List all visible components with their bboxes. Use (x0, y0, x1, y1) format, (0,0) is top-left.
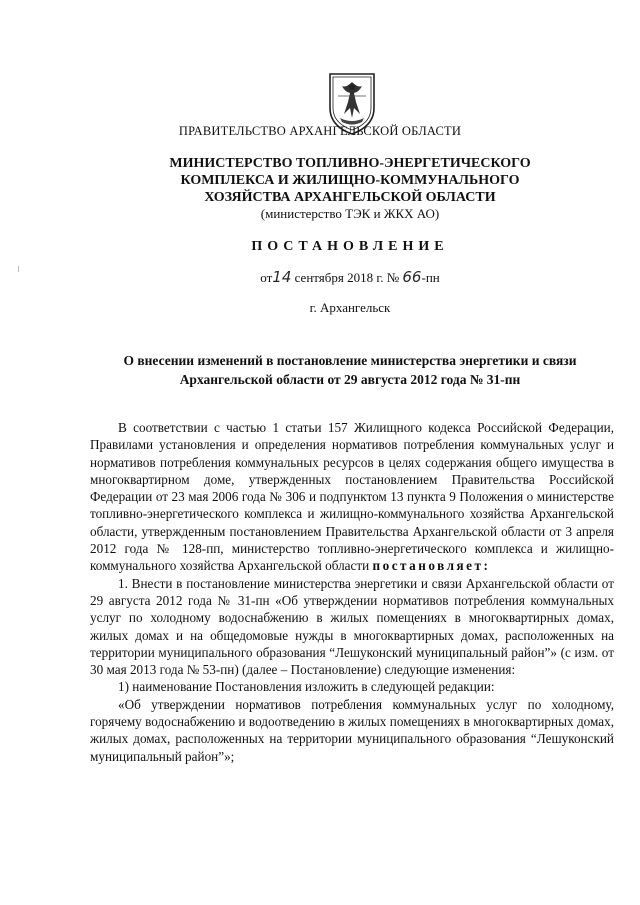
ministry-name-line: МИНИСТЕРСТВО ТОПЛИВНО-ЭНЕРГЕТИЧЕСКОГО (169, 156, 531, 171)
document-type: ПОСТАНОВЛЕНИЕ (251, 239, 449, 254)
handwritten-number: 66 (402, 268, 422, 286)
margin-mark (18, 266, 19, 272)
document-body (90, 419, 614, 765)
number-suffix: -пн (421, 270, 440, 285)
ministry-name-line: КОМПЛЕКСА И ЖИЛИЩНО-КОММУНАЛЬНОГО (180, 173, 520, 188)
handwritten-day: 14 (272, 268, 292, 286)
resolves-word: постановляет: (372, 558, 491, 574)
ministry-name-line: ХОЗЯЙСТВА АРХАНГЕЛЬСКОЙ ОБЛАСТИ (204, 190, 496, 205)
item-1-paragraph: 1. Внести в постановление министерства энергетики и связи Архангельской области от 29 августа 2012 года № 31-пн «Об утверждении нормативов потребления коммунальных услуг по холодному водоснабжению в жилых помещениях в многоквартирных домах, жилых домах и на общедомовые нужды в многоквартирных домах, расположенных на территории муниципального образования “Лешуконский муниципальный район”» (с изм. от 30 мая 2013 года № 53-пн) (далее – Постановление) следующие изменения: (90, 575, 614, 678)
document-date (90, 268, 610, 286)
date-month-year: сентября 2018 г. № (294, 270, 400, 285)
intro-text: В соответствии с частью 1 статьи 157 Жилищного кодекса Российской Федерации, Правилами установления и определения нормативов потребления коммунальных услуг и нормативов потребления коммунальных ресурсов в целях содержания общего имущества в многоквартирном доме, утвержденных постановлением Правительства Российской Федерации от 23 мая 2006 года № 306 и подпунктом 13 пункта 9 Положения о министерстве топливно-энергетического комплекса и жилищно-коммунального хозяйства Архангельской области, утвержденным постановлением Правительства Архангельской области от 3 апреля 2012 года № 128-пп, министерство топливно-энергетического комплекса и жилищно-коммунального хозяйства Архангельской области (90, 420, 614, 574)
subitem-1-paragraph: 1) наименование Постановления изложить в следующей редакции: (118, 679, 495, 695)
intro-paragraph (90, 419, 614, 575)
title-line: О внесении изменений в постановление министерства энергетики и связи (123, 353, 577, 368)
city: г. Архангельск (309, 300, 391, 315)
quoted-title-paragraph: «Об утверждении нормативов потребления коммунальных услуг по холодному, горячему водоснабжению и водоотведению в жилых помещениях в многоквартирных домах, жилых домах, расположенных на территории муниципального образования “Лешуконский муниципальный район”»; (90, 696, 614, 764)
document-title (70, 351, 630, 389)
ministry-short-name: (министерство ТЭК и ЖКХ АО) (260, 206, 440, 221)
date-prefix: от (260, 270, 273, 285)
title-line: Архангельской области от 29 августа 2012 года № 31-пн (179, 372, 521, 387)
ministry-name (90, 155, 610, 206)
government-name: ПРАВИТЕЛЬСТВО АРХАНГЕЛЬСКОЙ ОБЛАСТИ (178, 124, 462, 138)
